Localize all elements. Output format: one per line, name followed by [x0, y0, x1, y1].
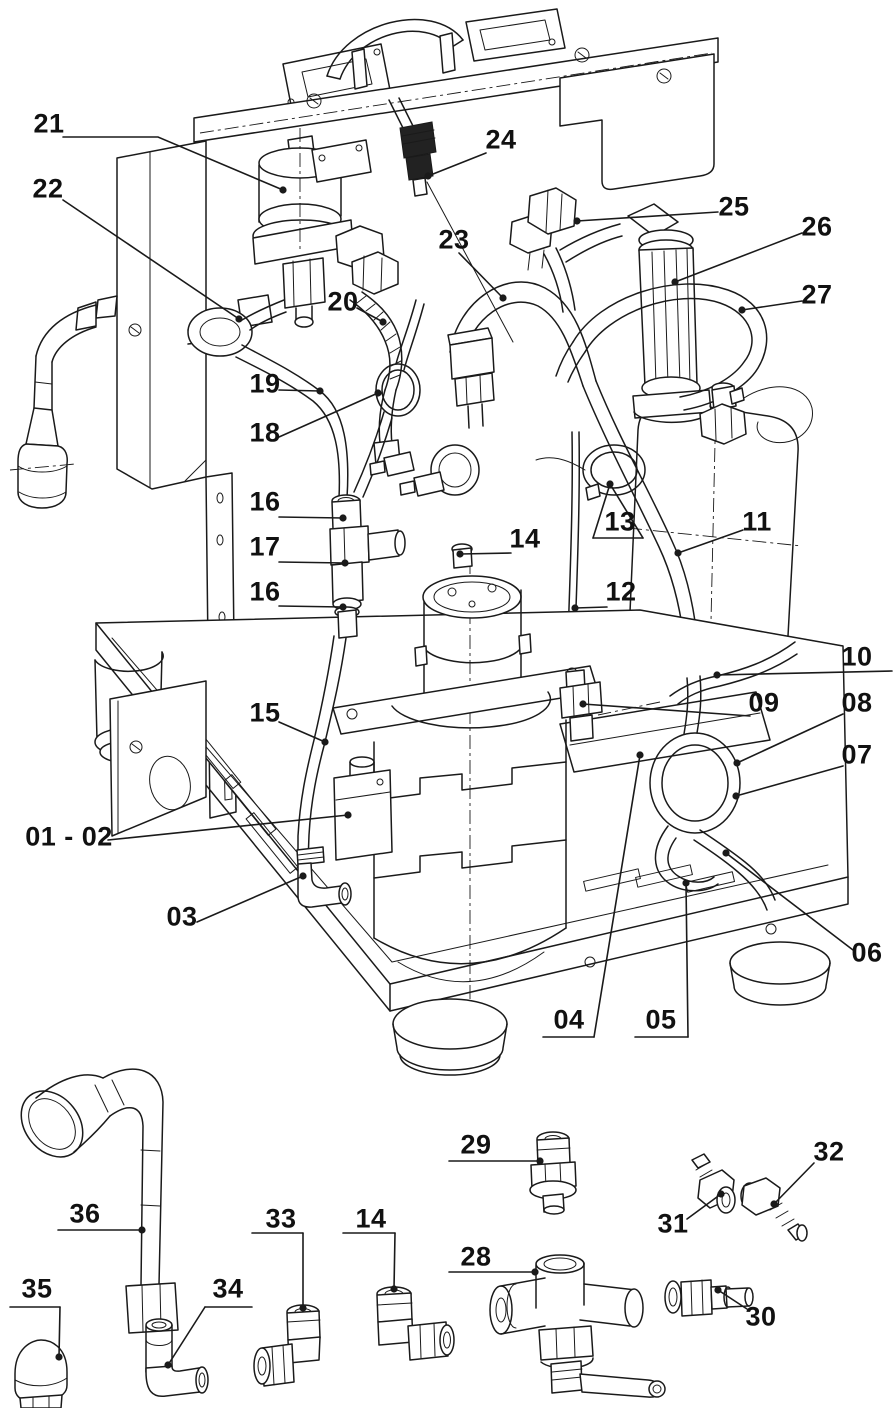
- callout-06: 06: [851, 937, 883, 968]
- callout-03: 03: [166, 901, 198, 932]
- callout-25: 25: [718, 191, 750, 222]
- callout-01-02-dot: [344, 811, 351, 818]
- callout-17-leader: [279, 562, 345, 563]
- callout-26-leader: [675, 233, 802, 282]
- callout-20-dot: [379, 318, 386, 325]
- callout-14-part-dot: [390, 1285, 397, 1292]
- callout-16-lower-leader: [279, 606, 343, 607]
- callout-35-dot: [55, 1353, 62, 1360]
- callout-14-part-leader: [394, 1233, 395, 1289]
- callout-32-leader: [774, 1163, 814, 1204]
- callout-04-dot: [636, 751, 643, 758]
- retention-valve-26: [560, 204, 711, 422]
- callout-26-dot: [671, 278, 678, 285]
- detail-parts: [9, 1069, 807, 1408]
- part-28-valve: [490, 1255, 665, 1397]
- part-32-barb: [741, 1178, 807, 1241]
- callout-05: 05: [645, 1004, 677, 1035]
- fitting-24-probe: [389, 98, 513, 342]
- callout-22-dot: [235, 315, 242, 322]
- callout-34: 34: [212, 1273, 244, 1304]
- callout-30: 30: [745, 1301, 777, 1332]
- callout-23-dot: [499, 294, 506, 301]
- callout-19-leader: [279, 390, 320, 391]
- part-29-fitting: [530, 1132, 576, 1214]
- callout-36: 36: [69, 1198, 101, 1229]
- callout-11: 11: [742, 506, 772, 537]
- callout-13-dot: [606, 480, 613, 487]
- braided-tube-20: [336, 226, 402, 465]
- callout-10: 10: [841, 641, 873, 672]
- callout-27: 27: [801, 279, 833, 310]
- callout-33: 33: [265, 1203, 297, 1234]
- callout-18: 18: [249, 417, 281, 448]
- base-frame: [96, 610, 848, 1011]
- callout-18-dot: [374, 389, 381, 396]
- callout-29-dot: [536, 1157, 543, 1164]
- callout-14-main: 14: [509, 523, 541, 554]
- part-33-push-elbow: [254, 1305, 320, 1386]
- callout-22: 22: [32, 173, 64, 204]
- callout-16-upper-leader: [279, 517, 343, 518]
- callout-14-part: 14: [355, 1203, 387, 1234]
- rear-panel: [560, 54, 714, 189]
- callout-14-main-dot: [456, 550, 463, 557]
- callout-17-dot: [341, 559, 348, 566]
- callout-15: 15: [249, 697, 281, 728]
- part-30-fitting: [665, 1280, 753, 1316]
- callout-26: 26: [801, 211, 833, 242]
- front-bracket: [110, 681, 206, 836]
- callout-36-dot: [138, 1226, 145, 1233]
- callout-28: 28: [460, 1241, 492, 1272]
- callout-11-dot: [674, 549, 681, 556]
- callout-21: 21: [33, 108, 65, 139]
- callout-32: 32: [813, 1136, 845, 1167]
- callout-12-dot: [571, 604, 578, 611]
- steam-wand: [10, 296, 117, 508]
- callout-16-upper-dot: [339, 514, 346, 521]
- callout-09: 09: [748, 687, 780, 718]
- callout-16-lower-dot: [339, 603, 346, 610]
- callout-10-dot: [713, 671, 720, 678]
- tube-19: [236, 345, 348, 498]
- callout-31-dot: [717, 1190, 724, 1197]
- callout-24-dot: [424, 172, 431, 179]
- callout-14-main-leader: [460, 553, 511, 554]
- callout-19: 19: [249, 368, 281, 399]
- callout-30-dot: [714, 1286, 721, 1293]
- callout-16-upper: 16: [249, 486, 281, 517]
- callout-07-dot: [732, 792, 739, 799]
- callout-15-dot: [321, 738, 328, 745]
- callout-08: 08: [841, 687, 873, 718]
- callout-12: 12: [605, 576, 637, 607]
- callout-23-leader: [459, 253, 503, 298]
- callout-35: 35: [21, 1273, 53, 1304]
- callout-17: 17: [249, 531, 281, 562]
- callout-29: 29: [460, 1129, 492, 1160]
- callout-16-lower: 16: [249, 576, 281, 607]
- callout-21-dot: [279, 186, 286, 193]
- callout-32-dot: [770, 1200, 777, 1207]
- callout-06-dot: [722, 849, 729, 856]
- callout-03-dot: [299, 872, 306, 879]
- callout-12-leader: [575, 607, 607, 608]
- callout-31: 31: [657, 1208, 689, 1239]
- callout-13: 13: [604, 506, 636, 537]
- fitting-25: [510, 188, 576, 312]
- callout-24: 24: [485, 124, 517, 155]
- machine-drawing: [10, 9, 848, 1075]
- callout-24-leader: [428, 153, 486, 176]
- part-31-barb: [692, 1154, 735, 1213]
- callout-27-dot: [738, 306, 745, 313]
- callout-35-leader: [59, 1307, 60, 1357]
- callout-08-dot: [733, 759, 740, 766]
- callout-23: 23: [438, 224, 470, 255]
- callout-25-dot: [573, 217, 580, 224]
- callout-03-leader: [197, 876, 303, 922]
- callout-33-dot: [299, 1304, 306, 1311]
- callout-04: 04: [553, 1004, 585, 1035]
- callout-01-02: 01 - 02: [25, 821, 113, 852]
- callout-20: 20: [327, 286, 359, 317]
- callout-19-dot: [316, 387, 323, 394]
- callout-07: 07: [841, 739, 873, 770]
- part-36-spout: [9, 1069, 178, 1333]
- callout-05-dot: [682, 879, 689, 886]
- solenoid-valve-21: [253, 128, 371, 327]
- part-14-push-elbow: [377, 1287, 454, 1360]
- callout-34-dot: [164, 1361, 171, 1368]
- callout-28-dot: [531, 1268, 538, 1275]
- callout-09-dot: [579, 700, 586, 707]
